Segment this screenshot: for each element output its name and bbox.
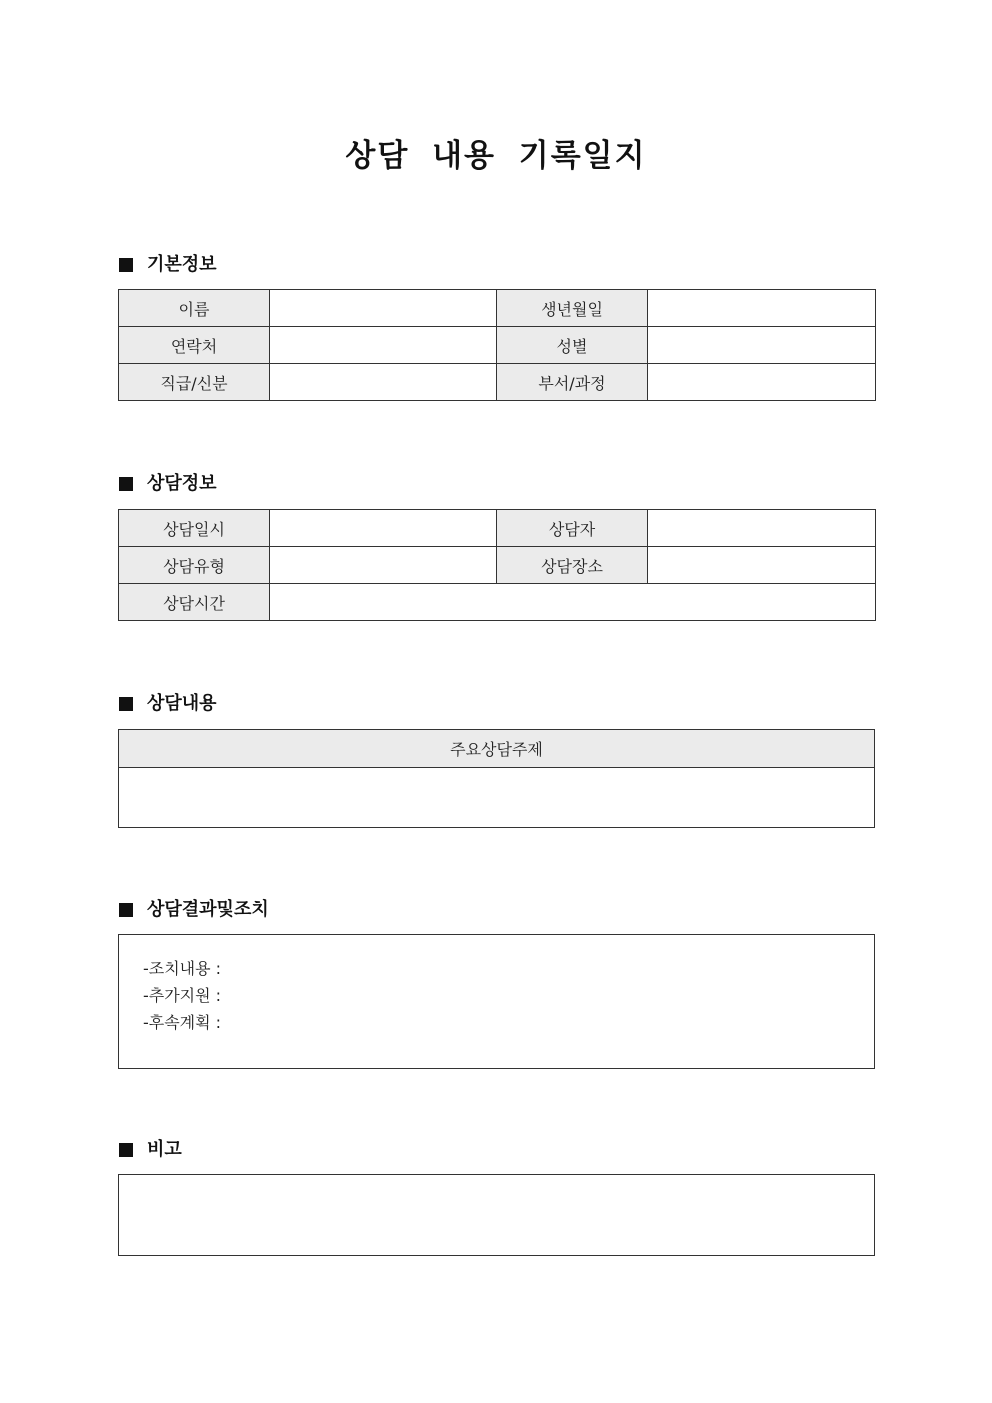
counselor-label: 상담자 xyxy=(497,510,648,547)
square-bullet-icon xyxy=(119,903,133,917)
table-row xyxy=(119,584,876,621)
result-box[interactable] xyxy=(118,934,875,1069)
counsel-datetime-label: 상담일시 xyxy=(119,510,270,547)
counsel-location-label: 상담장소 xyxy=(497,547,648,584)
position-field[interactable] xyxy=(270,364,497,401)
result-heading-label: 상담결과및조치 xyxy=(147,899,269,920)
position-label: 직급/신분 xyxy=(119,364,270,401)
table-row xyxy=(119,730,875,768)
birthdate-field[interactable] xyxy=(648,290,876,327)
followup-plan-line: -후속계획 : xyxy=(143,1013,222,1032)
square-bullet-icon xyxy=(119,477,133,491)
counsel-datetime-field[interactable] xyxy=(270,510,497,547)
main-topic-label: 주요상담주제 xyxy=(119,730,875,768)
action-content-line: -조치내용 : xyxy=(143,959,222,978)
birthdate-label: 생년월일 xyxy=(497,290,648,327)
table-row xyxy=(119,547,876,584)
counsel-info-heading-label: 상담정보 xyxy=(147,473,217,494)
remarks-box[interactable] xyxy=(118,1174,875,1256)
department-label: 부서/과정 xyxy=(497,364,648,401)
counsel-content-heading-label: 상담내용 xyxy=(147,693,217,714)
result-lines xyxy=(119,935,874,1036)
department-field[interactable] xyxy=(648,364,876,401)
counsel-time-label: 상담시간 xyxy=(119,584,270,621)
gender-label: 성별 xyxy=(497,327,648,364)
counselor-field[interactable] xyxy=(648,510,876,547)
counsel-info-heading xyxy=(119,472,217,496)
basic-info-heading-label: 기본정보 xyxy=(147,254,217,275)
counsel-info-table xyxy=(118,509,876,621)
table-row xyxy=(119,290,876,327)
counsel-content-table xyxy=(118,729,875,828)
remarks-heading xyxy=(119,1138,182,1162)
additional-support-line: -추가지원 : xyxy=(143,986,222,1005)
page-title: 상담 내용 기록일지 xyxy=(345,138,647,174)
basic-info-heading xyxy=(119,253,217,277)
square-bullet-icon xyxy=(119,697,133,711)
main-topic-field[interactable] xyxy=(119,768,875,828)
table-row xyxy=(119,510,876,547)
counsel-time-field[interactable] xyxy=(270,584,876,621)
counsel-location-field[interactable] xyxy=(648,547,876,584)
contact-label: 연락처 xyxy=(119,327,270,364)
counsel-type-field[interactable] xyxy=(270,547,497,584)
basic-info-table xyxy=(118,289,876,401)
counsel-type-label: 상담유형 xyxy=(119,547,270,584)
square-bullet-icon xyxy=(119,258,133,272)
gender-field[interactable] xyxy=(648,327,876,364)
name-field[interactable] xyxy=(270,290,497,327)
square-bullet-icon xyxy=(119,1143,133,1157)
remarks-heading-label: 비고 xyxy=(147,1139,182,1160)
table-row xyxy=(119,327,876,364)
table-row xyxy=(119,768,875,828)
name-label: 이름 xyxy=(119,290,270,327)
table-row xyxy=(119,364,876,401)
counsel-content-heading xyxy=(119,692,217,716)
contact-field[interactable] xyxy=(270,327,497,364)
result-heading xyxy=(119,898,269,922)
